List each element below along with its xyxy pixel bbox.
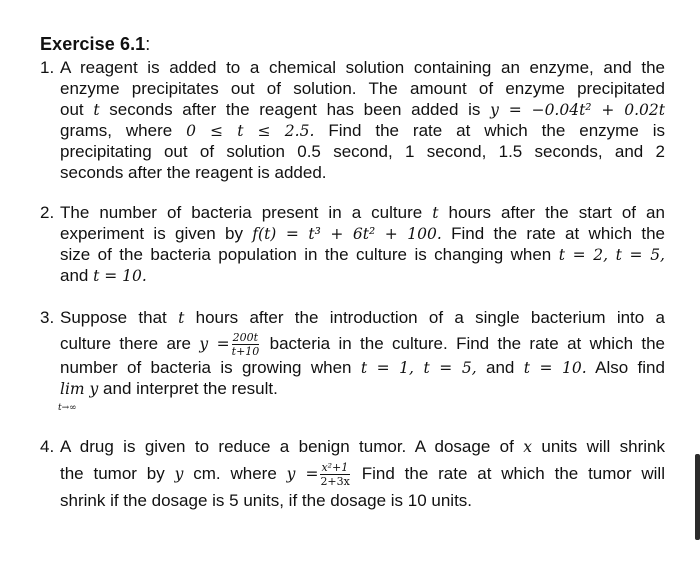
text: and interpret the result. [103,379,278,398]
text: units will shrink [541,437,665,456]
problem-line [60,332,665,357]
text: Find the rate at which the enzyme is [328,121,666,140]
exercise-title [40,34,150,55]
text: Suppose that [60,308,167,327]
text: out [60,100,84,119]
text: cm. where [193,463,277,483]
math-equation: t = 10. [93,267,147,285]
problem-number: 1. [40,58,55,77]
problem-line [58,378,665,413]
problem-line: A reagent is added to a chemical solution containing an enzyme, and the [60,58,665,77]
text: A drug is given to reduce a benign tumor. A dosage of [60,437,514,456]
math-fraction [320,462,349,487]
problem-line: enzyme precipitates out of solution. The amount of enzyme precipitated [60,79,665,98]
math-equation: y = −0.04t² + 0.02t [490,101,666,119]
limit-expression [58,378,99,413]
text: Find the rate at which the tumor will [361,463,665,483]
fraction-numerator: x²+1 [321,461,349,474]
problem-line: seconds after the reagent is added. [60,163,327,182]
math-equation: f(t) = t³ + 6t² + 100. [252,225,442,243]
problem-line [60,265,665,287]
text: seconds after the reagent has been added is [109,100,481,119]
text: hours after the introduction of a single bacterium into a [195,308,665,327]
problem-line [60,99,665,121]
problem-number: 2. [40,203,55,222]
math-equation: t = 10. [523,359,587,377]
problem-number: 3. [40,308,55,327]
scrollbar[interactable] [695,454,700,540]
problem-line [60,462,665,487]
fraction-denominator: 2+3x [320,475,350,488]
math-var: t [432,204,439,222]
text: size of the bacteria population in the culture is changing when [60,245,552,264]
problem-line [60,244,665,266]
text: grams, where [60,121,173,140]
problem-line [60,202,665,224]
text: hours after the start of an [448,203,665,222]
problem-line [60,223,665,245]
problem-line: shrink if the dosage is 5 units, if the dosage is 10 units. [60,491,473,510]
text: culture there are [60,333,192,353]
limit-label: lim y [60,380,99,398]
math-equation: y = [199,334,230,353]
text: number of bacteria is growing when [60,358,352,377]
math-var: x [523,438,532,456]
text: bacteria in the culture. Find the rate at which the [269,333,666,353]
problem-line [60,436,665,458]
problem-line [60,357,665,379]
text: and [486,358,515,377]
fraction-numerator: 200t [232,331,259,344]
math-equation: t = 2, t = 5, [558,246,665,264]
math-equation: 0 ≤ t ≤ 2.5. [186,122,315,140]
math-var: y [174,464,184,483]
math-fraction [232,332,260,357]
math-equation: t = 1, t = 5, [360,359,477,377]
fraction-denominator: t+10 [231,345,260,358]
text: experiment is given by [60,224,243,243]
problem-number: 4. [40,437,55,456]
limit-subscript: t→∞ [58,403,77,413]
math-var: t [93,101,100,119]
problem-line [60,120,665,142]
exercise-title-colon: : [145,34,151,54]
problem-line [60,307,665,329]
math-equation: y = [286,464,319,483]
text: Also find [595,358,665,377]
text: The number of bacteria present in a culture [60,203,423,222]
text: the tumor by [60,463,165,483]
math-var: t [178,309,185,327]
text: and [60,266,89,285]
text: Find the rate at which the [451,224,665,243]
problem-line: precipitating out of solution 0.5 second, 1 second, 1.5 seconds, and 2 [60,142,665,161]
exercise-title-label: Exercise 6.1 [40,34,146,54]
